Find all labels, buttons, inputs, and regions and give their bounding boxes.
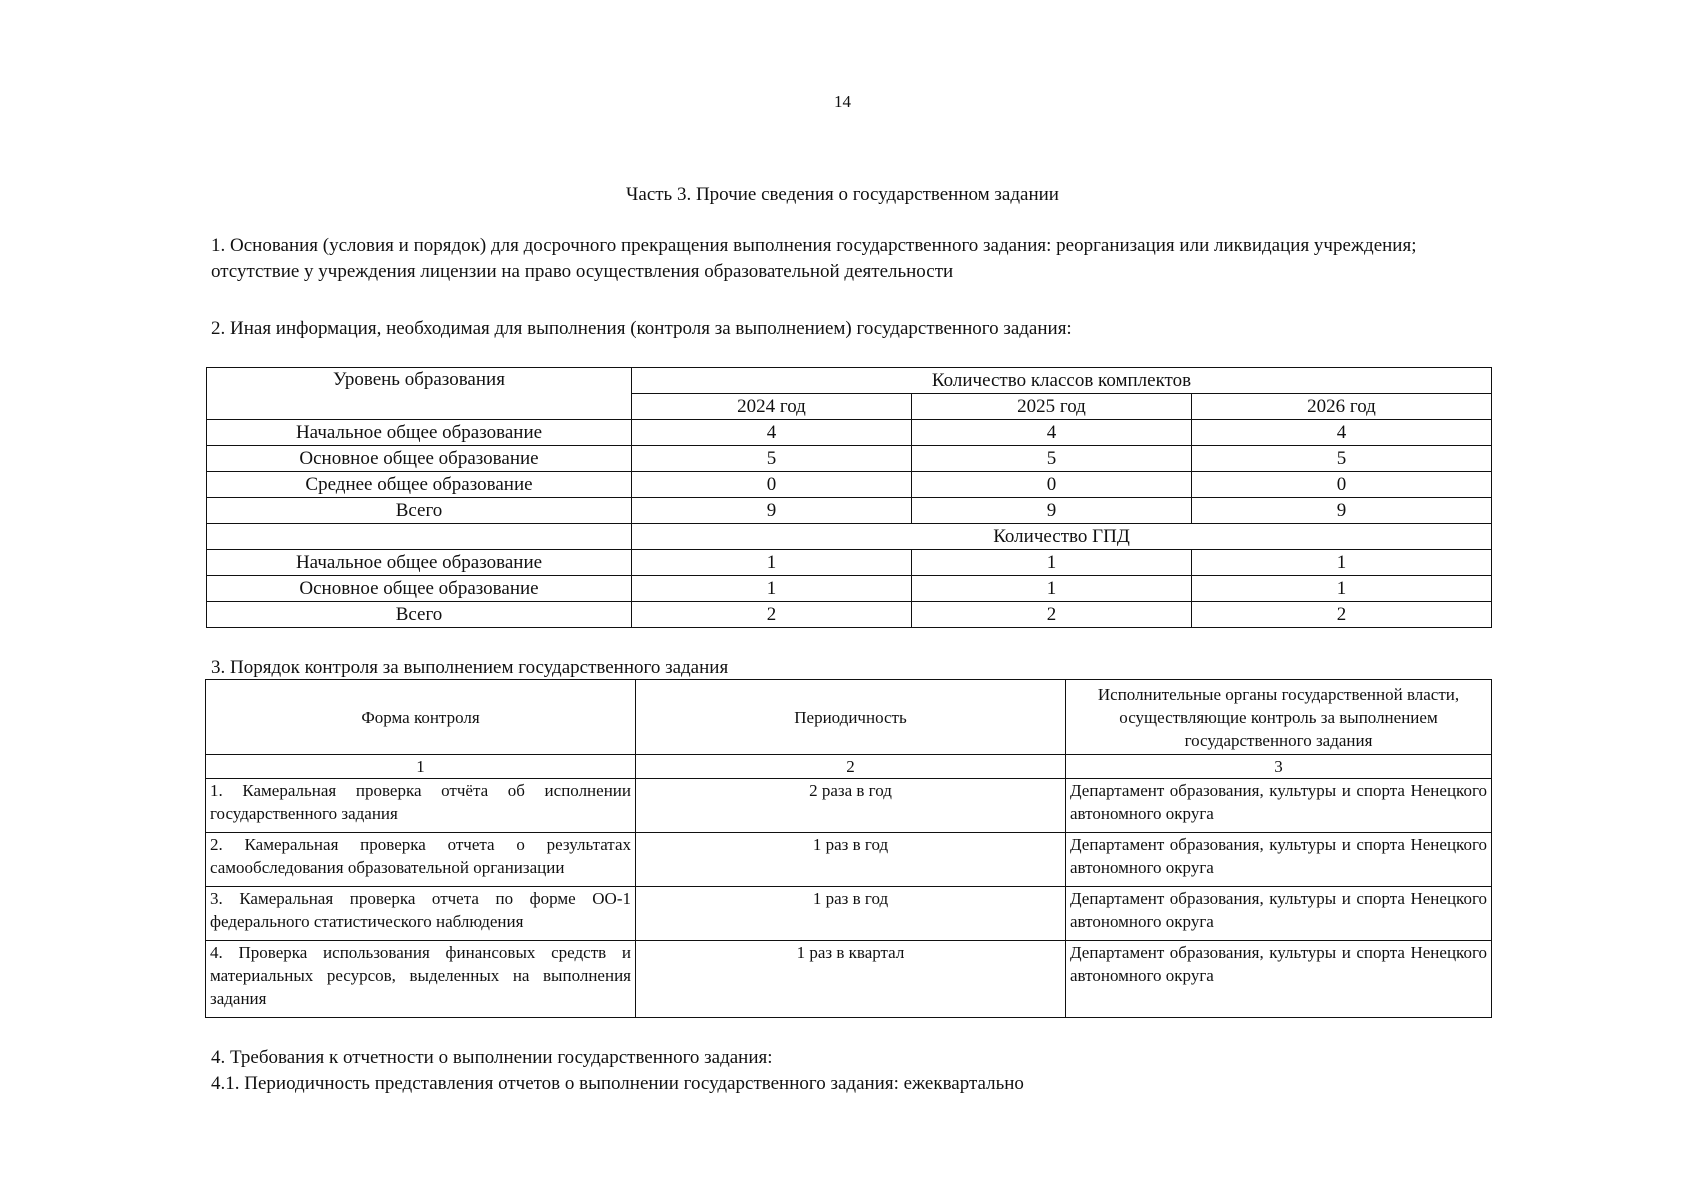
- gpd-header: Количество ГПД: [632, 524, 1492, 550]
- value-cell: 5: [912, 446, 1192, 472]
- periodicity-header: Периодичность: [636, 680, 1066, 755]
- value-cell: 5: [632, 446, 912, 472]
- value-cell: 1: [632, 576, 912, 602]
- authority-cell: Департамент образования, культуры и спорта Ненецкого автономного округа: [1066, 887, 1492, 941]
- table-row: [207, 446, 1492, 472]
- section-4-1-text: 4.1. Периодичность представления отчетов о выполнении государственного задания: ежеквартально: [211, 1073, 1024, 1094]
- control-form-cell: 1. Камеральная проверка отчёта об исполнении государственного задания: [206, 779, 636, 833]
- value-cell: 4: [632, 420, 912, 446]
- value-cell: 9: [912, 498, 1192, 524]
- table-row: [207, 576, 1492, 602]
- value-cell: 0: [632, 472, 912, 498]
- value-cell: 2: [1192, 602, 1492, 628]
- authority-cell: Департамент образования, культуры и спорта Ненецкого автономного округа: [1066, 779, 1492, 833]
- section-4-text: 4. Требования к отчетности о выполнении государственного задания:: [211, 1047, 773, 1068]
- authority-cell: Департамент образования, культуры и спорта Ненецкого автономного округа: [1066, 833, 1492, 887]
- control-form-cell: 3. Камеральная проверка отчета по форме ОО-1 федерального статистического наблюдения: [206, 887, 636, 941]
- table-row: [206, 941, 1492, 1018]
- level-label: Начальное общее образование: [207, 550, 632, 576]
- value-cell: 1: [1192, 550, 1492, 576]
- column-number: 2: [636, 755, 1066, 779]
- value-cell: 1: [1192, 576, 1492, 602]
- control-form-cell: 4. Проверка использования финансовых средств и материальных ресурсов, выделенных на выполнения задания: [206, 941, 636, 1018]
- control-form-cell: 2. Камеральная проверка отчета о результатах самообследования образовательной организации: [206, 833, 636, 887]
- table-row: [207, 498, 1492, 524]
- periodicity-cell: 1 раз в год: [636, 833, 1066, 887]
- control-form-header: Форма контроля: [206, 680, 636, 755]
- control-table: [205, 679, 1492, 1018]
- column-number: 1: [206, 755, 636, 779]
- value-cell: 2: [632, 602, 912, 628]
- value-cell: 9: [1192, 498, 1492, 524]
- value-cell: 1: [632, 550, 912, 576]
- education-levels-table: [206, 367, 1492, 628]
- authority-header: Исполнительные органы государственной власти, осуществляющие контроль за выполнением государственного задания: [1066, 680, 1492, 755]
- authority-cell: Департамент образования, культуры и спорта Ненецкого автономного округа: [1066, 941, 1492, 1018]
- value-cell: 5: [1192, 446, 1492, 472]
- table-row: [207, 420, 1492, 446]
- section-1-text: 1. Основания (условия и порядок) для досрочного прекращения выполнения государственного задания: реорганизация или ликвидация учреждения; отсутствие у учреждения лицензии на право осуществления образовательной деятельности: [211, 235, 1417, 282]
- level-label: Всего: [207, 498, 632, 524]
- year-header: 2025 год: [912, 394, 1192, 420]
- year-header: 2026 год: [1192, 394, 1492, 420]
- level-label: Среднее общее образование: [207, 472, 632, 498]
- value-cell: 4: [912, 420, 1192, 446]
- table-row: [206, 833, 1492, 887]
- value-cell: 0: [912, 472, 1192, 498]
- value-cell: 9: [632, 498, 912, 524]
- periodicity-cell: 2 раза в год: [636, 779, 1066, 833]
- part-title: Часть 3. Прочие сведения о государственном задании: [626, 184, 1059, 205]
- level-label: Основное общее образование: [207, 446, 632, 472]
- value-cell: 1: [912, 576, 1192, 602]
- level-label: Начальное общее образование: [207, 420, 632, 446]
- value-cell: 0: [1192, 472, 1492, 498]
- level-label: Всего: [207, 602, 632, 628]
- year-header: 2024 год: [632, 394, 912, 420]
- value-cell: 4: [1192, 420, 1492, 446]
- table-row: [206, 779, 1492, 833]
- section-3-text: 3. Порядок контроля за выполнением государственного задания: [211, 657, 729, 678]
- table-row: [207, 550, 1492, 576]
- table-row: [207, 472, 1492, 498]
- periodicity-cell: 1 раз в год: [636, 887, 1066, 941]
- value-cell: 1: [912, 550, 1192, 576]
- periodicity-cell: 1 раз в квартал: [636, 941, 1066, 1018]
- level-label: Основное общее образование: [207, 576, 632, 602]
- level-header: Уровень образования: [207, 368, 632, 420]
- empty-cell: [207, 524, 632, 550]
- table-row: [207, 602, 1492, 628]
- page-number: 14: [834, 92, 851, 111]
- table-row: [206, 887, 1492, 941]
- classes-header: Количество классов комплектов: [632, 368, 1492, 394]
- column-number: 3: [1066, 755, 1492, 779]
- value-cell: 2: [912, 602, 1192, 628]
- section-2-text: 2. Иная информация, необходимая для выполнения (контроля за выполнением) государственного задания:: [211, 318, 1072, 339]
